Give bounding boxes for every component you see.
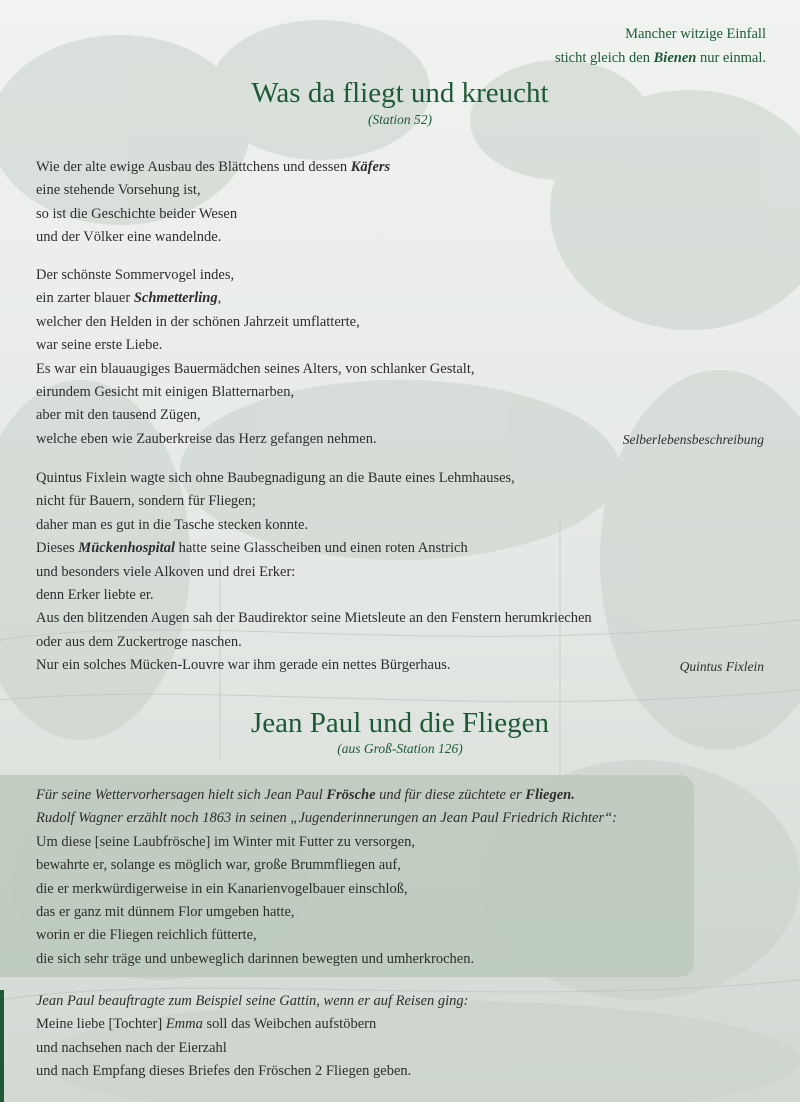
text-line: welche eben wie Zauberkreise das Herz gefangen nehmen. [36, 430, 377, 447]
paragraph-mueckenhospital [36, 467, 776, 678]
motto-line-1: Mancher witzige Einfall [625, 26, 766, 42]
emphasis-word: Frösche [326, 787, 376, 803]
paragraph-kaefer [36, 156, 776, 250]
motto-emphasis: Bienen [653, 50, 697, 66]
text-line: die sich sehr träge und unbeweglich darinnen bewegten und umherkrochen. [36, 950, 475, 967]
motto-line-2: sticht gleich den Bienen nur einmal. [554, 50, 766, 66]
text-line: Jean Paul beauftragte zum Beispiel seine Gattin, wenn er auf Reisen ging: [36, 993, 469, 1009]
text-line: nicht für Bauern, sondern für Fliegen; [36, 493, 256, 510]
text-line: Für seine Wettervorhersagen hielt sich Jean Paul Frösche und für diese züchtete er Fliegen. [36, 787, 575, 803]
motto-quote [555, 22, 766, 70]
text-line: ein zarter blauer Schmetterling, [36, 290, 222, 307]
text-line: Aus den blitzenden Augen sah der Baudirektor seine Mietsleute an den Fenstern herumkriechen [36, 610, 592, 627]
text-line: das er ganz mit dünnem Flor umgeben hatte, [36, 904, 295, 921]
text-line: Dieses Mückenhospital hatte seine Glasscheiben und einen roten Anstrich [36, 540, 468, 557]
text-line: welcher den Helden in der schönen Jahrzeit umflatterte, [36, 313, 360, 330]
text-line: oder aus dem Zuckertroge naschen. [36, 633, 242, 650]
text-line: Meine liebe [Tochter] Emma soll das Weibchen aufstöbern [36, 1016, 377, 1033]
text-line: daher man es gut in die Tasche stecken konnte. [36, 516, 309, 533]
text-line: bewahrte er, solange es möglich war, große Brummfliegen auf, [36, 857, 401, 874]
text-line: denn Erker liebte er. [36, 587, 154, 604]
text-line: Nur ein solches Mücken-Louvre war ihm gerade ein nettes Bürgerhaus. [36, 657, 451, 674]
text-line: und der Völker eine wandelnde. [36, 229, 222, 246]
source-citation: Selberlebensbeschreibung [622, 432, 764, 447]
text-line: und nach Empfang dieses Briefes den Fröschen 2 Fliegen geben. [36, 1063, 412, 1080]
text-line: Wie der alte ewige Ausbau des Blättchens und dessen Käfers [36, 159, 391, 175]
text-line: eine stehende Vorsehung ist, [36, 182, 201, 199]
text-line: Der schönste Sommervogel indes, [36, 267, 235, 283]
text-line: und nachsehen nach der Eierzahl [36, 1039, 227, 1056]
text-line: worin er die Fliegen reichlich fütterte, [36, 927, 257, 944]
section-title-1: Was da fliegt und kreucht [251, 77, 549, 109]
text-line: die er merkwürdigerweise in ein Kanarienvogelbauer einschloß, [36, 880, 408, 897]
left-accent-bar [0, 990, 4, 1102]
text-line: Um diese [seine Laubfrösche] im Winter mit Futter zu versorgen, [36, 833, 415, 850]
emphasis-word: Fliegen. [525, 787, 575, 803]
section-title-2: Jean Paul und die Fliegen [250, 707, 549, 739]
source-citation: Quintus Fixlein [679, 659, 764, 674]
paragraph-emma [36, 990, 776, 1084]
text-line: Rudolf Wagner erzählt noch 1863 in seinen „Jugenderinnerungen an Jean Paul Friedrich Richter“: [36, 810, 617, 827]
emphasis-word: Mückenhospital [78, 540, 175, 557]
paragraph-schmetterling [36, 264, 776, 451]
section-subtitle-2: (aus Groß-Station 126) [337, 741, 463, 756]
emphasis-word: Käfers [350, 159, 391, 175]
text-line: und besonders viele Alkoven und drei Erker: [36, 563, 296, 580]
text-line: Es war ein blauaugiges Bauermädchen seines Alters, von schlanker Gestalt, [36, 360, 475, 377]
paragraph-wagner-quote [36, 784, 686, 971]
section-subtitle-1: (Station 52) [367, 112, 433, 127]
emphasis-name: Emma [165, 1016, 203, 1033]
emphasis-word: Schmetterling [133, 290, 218, 307]
text-line: Quintus Fixlein wagte sich ohne Baubegnadigung an die Baute eines Lehmhauses, [36, 470, 515, 486]
text-line: aber mit den tausend Zügen, [36, 407, 201, 424]
text-line: war seine erste Liebe. [36, 337, 163, 354]
text-line: eirundem Gesicht mit einigen Blatternarben, [36, 384, 295, 401]
text-line: so ist die Geschichte beider Wesen [36, 205, 238, 222]
